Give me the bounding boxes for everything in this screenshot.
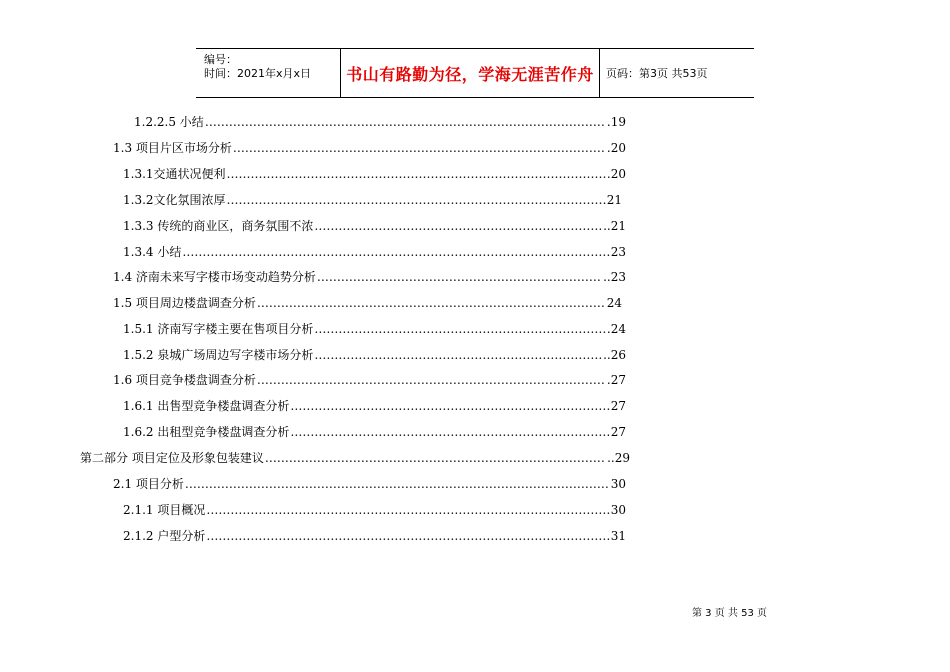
toc-leader-dots [257,372,606,388]
toc-entry-page: 31 [610,529,626,543]
toc-entry[interactable] [113,476,626,492]
motto-text: 书山有路勤为径，学海无涯苦作舟 [346,64,594,84]
toc-leader-dots [290,398,609,414]
toc-entry-page: .27 [606,373,626,387]
toc-entry-page: 24 [606,296,622,310]
toc-leader-dots [265,450,606,466]
toc-entry-page: .20 [606,167,626,181]
toc-entry[interactable] [113,295,622,311]
toc-entry-page: 21 [606,193,622,207]
toc-entry-title: 1.5.1 济南写字楼主要在售项目分析 [123,322,314,336]
toc-entry[interactable] [123,528,626,544]
toc-entry[interactable] [123,424,626,440]
toc-entry-page: ..21 [603,219,626,233]
page-header [196,48,754,98]
toc-leader-dots [227,192,606,208]
toc-entry-title: 1.3.4 小结 [123,245,182,259]
toc-leader-dots [314,218,602,234]
toc-leader-dots [205,114,606,130]
toc-entry-page: ..23 [603,270,626,284]
time-label: 时间：2021年x月x日 [204,67,312,80]
header-motto-cell [340,49,600,97]
toc-entry-title: 1.6 项目竞争楼盘调查分析 [113,373,256,387]
toc-entry[interactable] [80,450,630,466]
toc-entry-page: ..26 [603,348,626,362]
toc-entry-page: .20 [606,141,626,155]
toc-entry[interactable] [113,372,626,388]
toc-leader-dots [317,269,602,285]
number-label: 编号： [204,53,237,66]
toc-entry[interactable] [123,347,626,363]
toc-entry[interactable] [134,114,626,130]
toc-leader-dots [314,347,602,363]
toc-entry-title: 1.5.2 泉城广场周边写字楼市场分析 [123,348,314,362]
toc-leader-dots [314,321,606,337]
toc-leader-dots [206,502,609,518]
toc-leader-dots [227,166,606,182]
toc-entry-title: 2.1.2 户型分析 [123,529,206,543]
toc-entry[interactable] [123,192,622,208]
toc-entry-title: 2.1.1 项目概况 [123,503,206,517]
toc-entry-page: 27 [610,425,626,439]
toc-entry-page: 30 [610,477,626,491]
toc-entry-title: 1.6.2 出租型竞争楼盘调查分析 [123,425,290,439]
toc-leader-dots [233,140,606,156]
toc-entry[interactable] [113,269,626,285]
toc-entry-title: 1.3 项目片区市场分析 [113,141,232,155]
toc-entry-page: .24 [606,322,626,336]
toc-entry[interactable] [113,140,626,156]
toc-entry-title: 1.3.2文化氛围浓厚 [123,193,226,207]
toc-entry-title: 1.6.1 出售型竞争楼盘调查分析 [123,399,290,413]
toc-leader-dots [290,424,609,440]
toc-entry-page: 23 [610,245,626,259]
page-footer: 第 3 页 共 53 页 [692,608,767,619]
page-code-text: 页码：第3页 共53页 [606,67,708,80]
toc-entry-title: 1.4 济南未来写字楼市场变动趋势分析 [113,270,316,284]
toc-entry-title: 第二部分 项目定位及形象包装建议 [80,451,264,465]
toc-entry[interactable] [123,218,626,234]
toc-entry-page: .19 [606,115,626,129]
toc-entry-page: 27 [610,399,626,413]
toc-entry[interactable] [123,321,626,337]
toc-entry[interactable] [123,502,626,518]
toc-entry-title: 1.5 项目周边楼盘调查分析 [113,296,256,310]
toc-leader-dots [185,476,610,492]
toc-entry[interactable] [123,398,626,414]
toc-entry-title: 1.2.2.5 小结 [134,115,204,129]
toc-entry-page: 30 [610,503,626,517]
toc-entry[interactable] [123,166,626,182]
toc-entry-title: 1.3.3 传统的商业区，商务氛围不浓 [123,219,314,233]
toc-entry[interactable] [123,244,626,260]
toc-entry-page: ..29 [607,451,630,465]
toc-leader-dots [206,528,609,544]
toc-entry-title: 2.1 项目分析 [113,477,184,491]
toc-entry-title: 1.3.1交通状况便利 [123,167,226,181]
header-meta [196,49,340,97]
toc-leader-dots [182,244,609,260]
toc-leader-dots [257,295,606,311]
header-page-code [599,49,754,97]
